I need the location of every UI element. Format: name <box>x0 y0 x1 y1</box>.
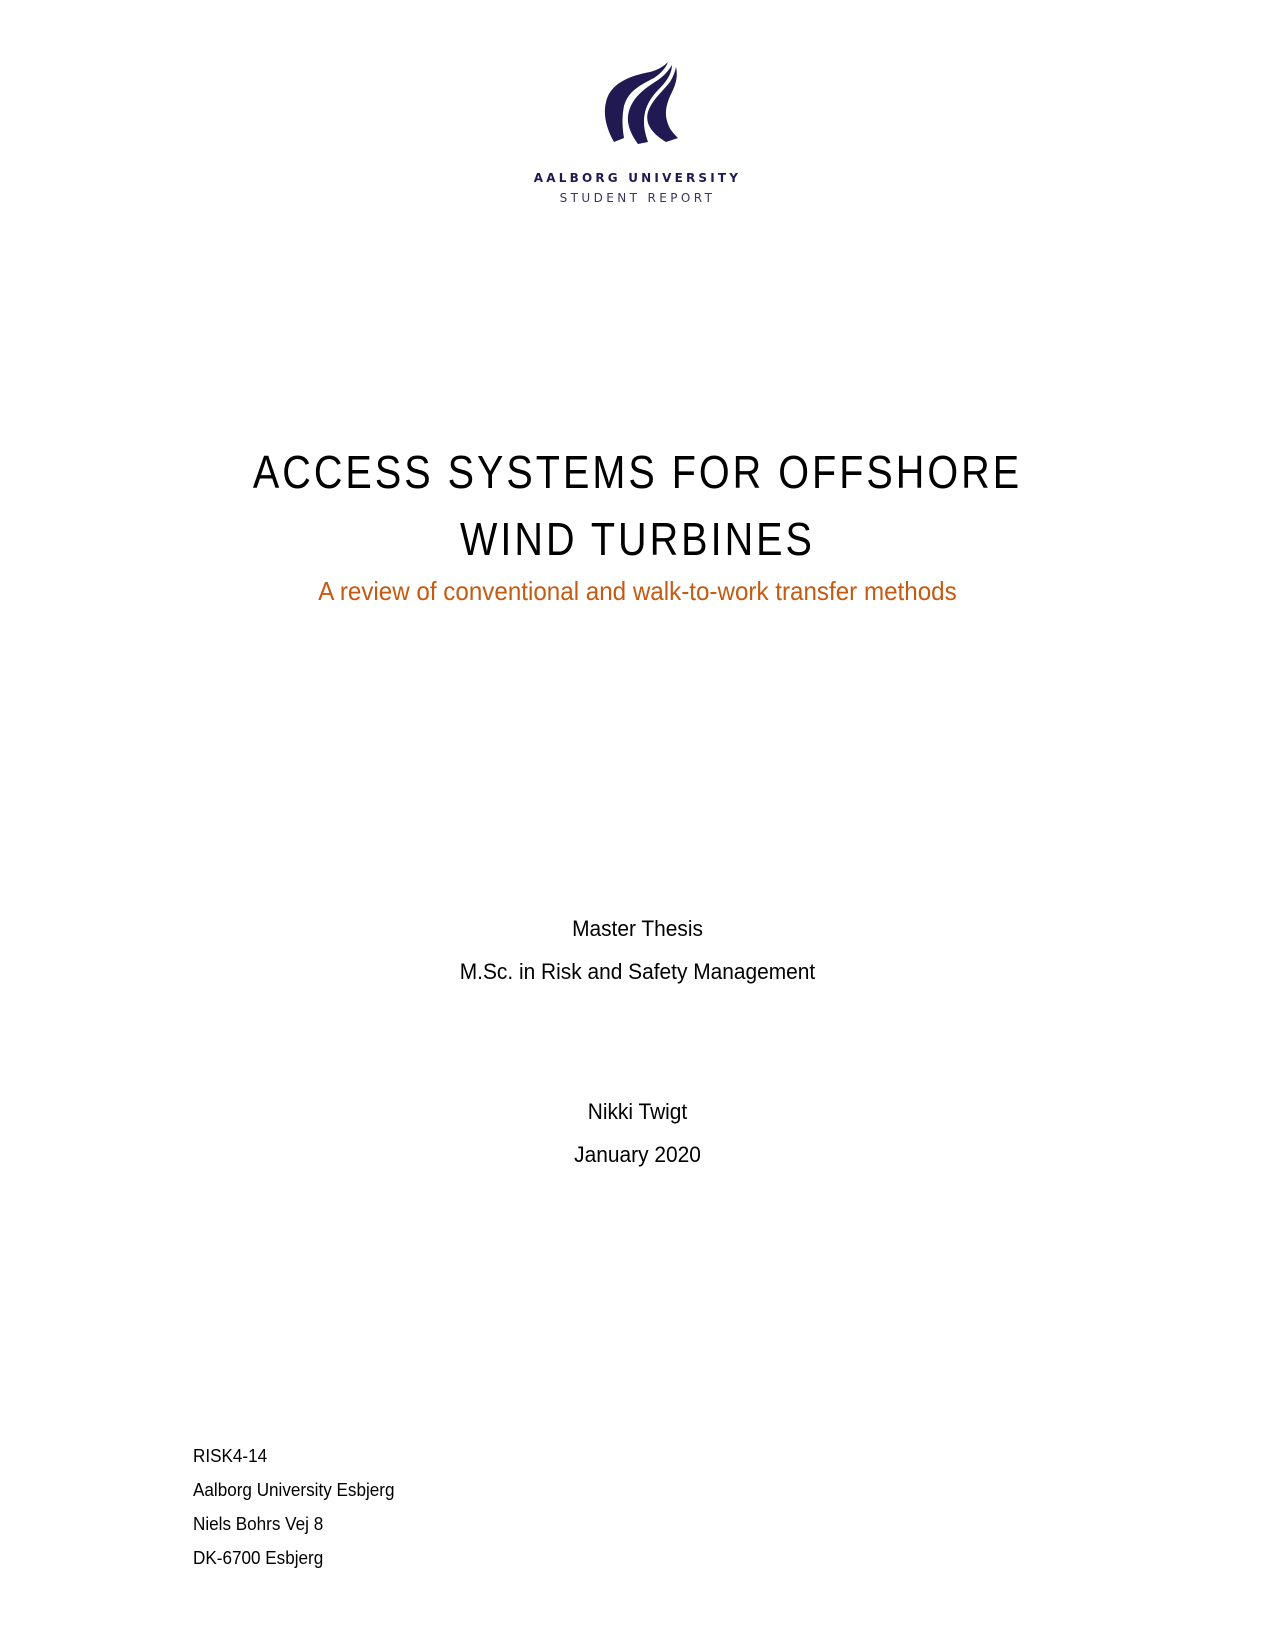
document-title-line-2: WIND TURBINES <box>460 513 815 565</box>
postal-city: DK-6700 Esbjerg <box>193 1548 324 1568</box>
institution-name: Aalborg University Esbjerg <box>193 1480 395 1500</box>
document-title-line-1: ACCESS SYSTEMS FOR OFFSHORE <box>252 446 1023 498</box>
university-logo <box>0 62 1275 205</box>
university-name: AALBORG UNIVERSITY <box>533 171 742 185</box>
degree-program: M.Sc. in Risk and Safety Management <box>459 959 816 984</box>
report-type-label: STUDENT REPORT <box>559 191 716 205</box>
aalborg-wave-logo-icon <box>598 62 678 146</box>
thesis-type: Master Thesis <box>572 916 703 941</box>
address-block <box>193 1446 405 1582</box>
street-address: Niels Bohrs Vej 8 <box>193 1514 324 1534</box>
group-code: RISK4-14 <box>193 1446 268 1466</box>
document-subtitle: A review of conventional and walk-to-work transfer methods <box>318 576 957 606</box>
publication-date: January 2020 <box>574 1142 701 1167</box>
author-name: Nikki Twigt <box>587 1099 688 1124</box>
